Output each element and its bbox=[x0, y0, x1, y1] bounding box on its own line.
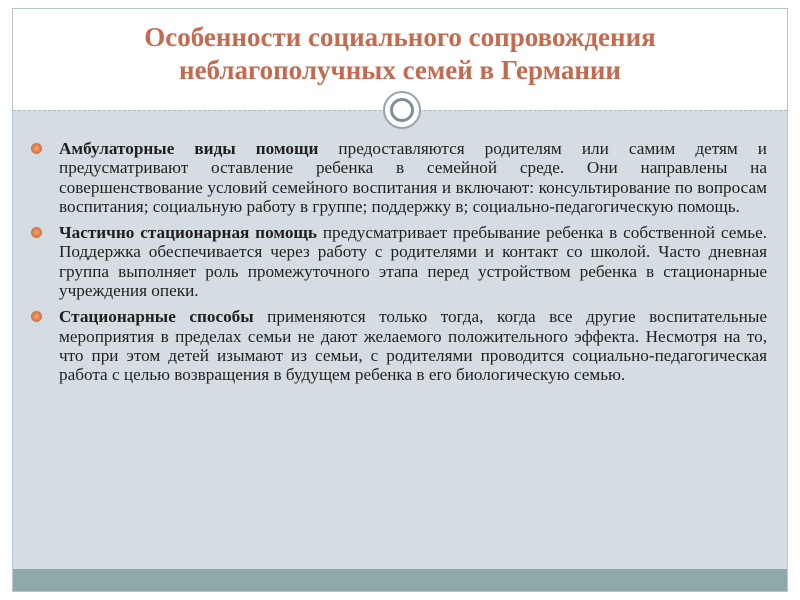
circle-ornament-inner bbox=[390, 98, 414, 122]
footer-bar bbox=[13, 569, 787, 591]
title-line-2: неблагополучных семей в Германии bbox=[179, 55, 621, 85]
list-item bbox=[29, 139, 767, 216]
item-lead: Стационарные способы bbox=[59, 307, 254, 327]
bullet-icon bbox=[31, 143, 42, 154]
title-line-1: Особенности социального сопровождения bbox=[144, 22, 656, 52]
item-text: предусматривает пребывание ребенка в собственной семье. Поддержка обеспечивается через работу с родителями и контакт со школой. Часто дневная группа выполняет роль промежуточного этапа перед устройством ребенка в стационарные учреждения опеки. bbox=[59, 223, 767, 301]
bullet-list bbox=[29, 139, 767, 392]
item-text: предоставляются родителям или самим детям и предусматривают оставление ребенка в семейной среде. Они направлены на совершенствование условий семейного воспитания и включают: консультирование по вопросам воспитания; социальную работу в группе; поддержку в; социально-педагогическую помощь. bbox=[59, 139, 768, 216]
item-text: применяются только тогда, когда все другие воспитательные мероприятия в пределах семьи не дают желаемого положительного эффекта. Несмотря на то, что при этом детей изымают из семьи, с родителями проводится социально-педагогическая работа с целью возвращения в будущем ребенка в его биологическую семью. bbox=[59, 307, 767, 385]
bullet-icon bbox=[31, 227, 42, 238]
item-lead: Частично стационарная помощь bbox=[59, 223, 318, 243]
circle-ornament-icon bbox=[383, 91, 421, 129]
bullet-icon bbox=[31, 311, 42, 322]
list-item bbox=[29, 307, 767, 384]
item-lead: Амбулаторные виды помощи bbox=[59, 139, 319, 158]
list-item bbox=[29, 223, 767, 300]
slide-title bbox=[33, 21, 767, 87]
slide bbox=[12, 8, 788, 592]
